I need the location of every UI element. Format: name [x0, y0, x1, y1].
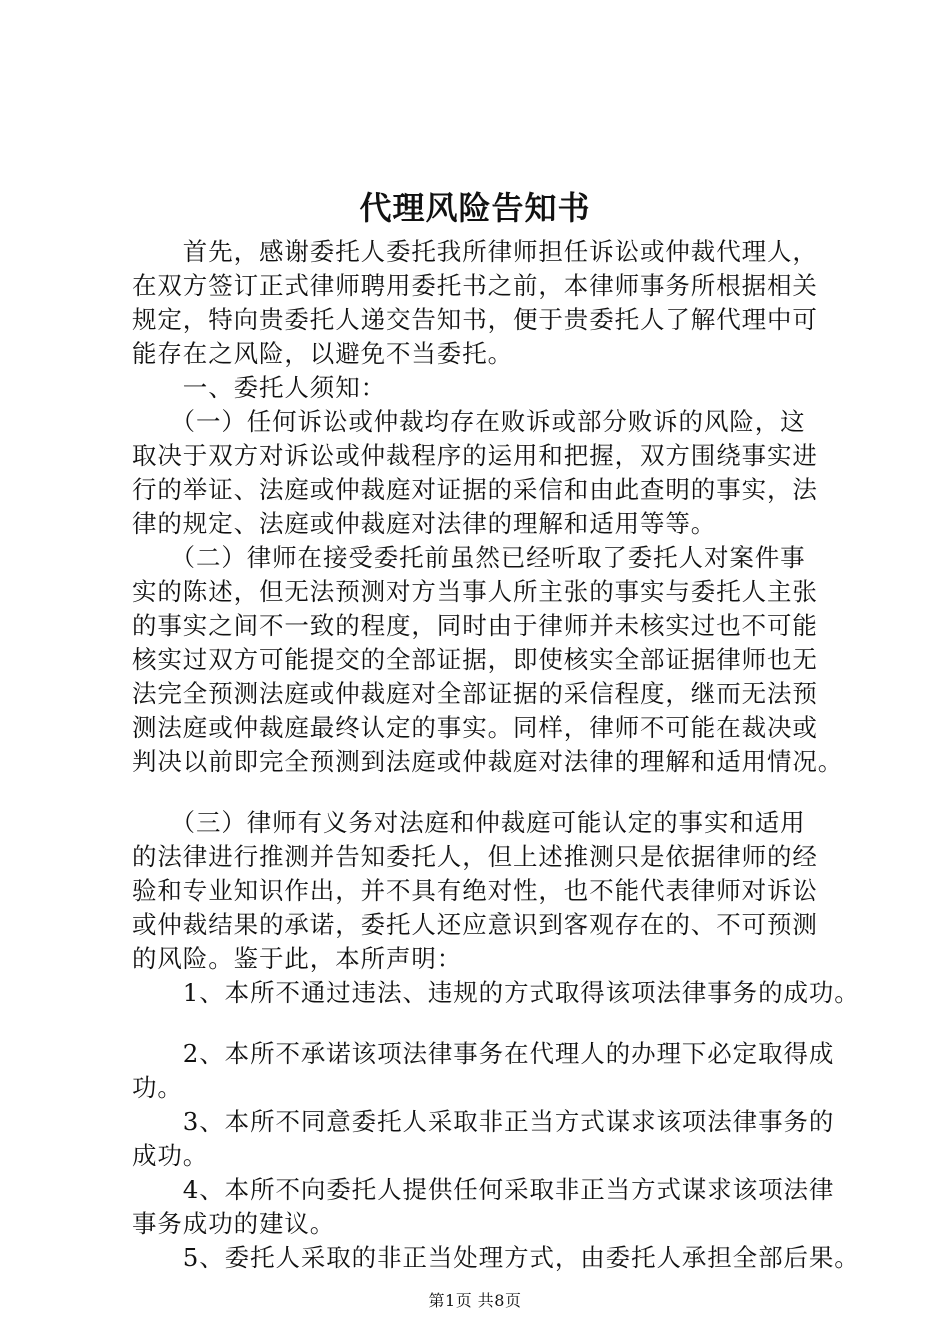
- text-line: 2、本所不承诺该项法律事务在代理人的办理下必定取得成: [132, 1039, 835, 1068]
- text-line: 或仲裁结果的承诺，委托人还应意识到客观存在的、不可预测: [132, 910, 818, 939]
- text-line: 功。: [132, 1073, 183, 1102]
- text-line: 3、本所不同意委托人采取非正当方式谋求该项法律事务的: [132, 1107, 835, 1136]
- text-line: 规定，特向贵委托人递交告知书，便于贵委托人了解代理中可: [132, 305, 818, 334]
- document-title: 代理风险告知书: [359, 189, 591, 227]
- text-line: 测法庭或仲裁庭最终认定的事实。同样，律师不可能在裁决或: [132, 713, 818, 742]
- text-line: 首先，感谢委托人委托我所律师担任诉讼或仲裁代理人，: [132, 237, 818, 266]
- text-line: 能存在之风险，以避免不当委托。: [132, 339, 513, 368]
- text-line: 的事实之间不一致的程度，同时由于律师并未核实过也不可能: [132, 611, 818, 640]
- text-line: 法完全预测法庭或仲裁庭对全部证据的采信程度，继而无法预: [132, 679, 818, 708]
- text-line: 律的规定、法庭或仲裁庭对法律的理解和适用等等。: [132, 509, 717, 538]
- text-line: （一）任何诉讼或仲裁均存在败诉或部分败诉的风险，这: [132, 407, 806, 436]
- text-line: 成功。: [132, 1141, 209, 1170]
- text-line: （二）律师在接受委托前虽然已经听取了委托人对案件事: [132, 543, 806, 572]
- text-line: 取决于双方对诉讼或仲裁程序的运用和把握，双方围绕事实进: [132, 441, 818, 470]
- text-line: 实的陈述，但无法预测对方当事人所主张的事实与委托人主张: [132, 577, 818, 606]
- text-line: （三）律师有义务对法庭和仲裁庭可能认定的事实和适用: [132, 808, 806, 837]
- text-line: 在双方签订正式律师聘用委托书之前，本律师事务所根据相关: [132, 271, 818, 300]
- text-line: 的法律进行推测并告知委托人，但上述推测只是依据律师的经: [132, 842, 818, 871]
- text-line: 1、本所不通过违法、违规的方式取得该项法律事务的成功。: [132, 978, 860, 1007]
- text-line: 行的举证、法庭或仲裁庭对证据的采信和由此查明的事实，法: [132, 475, 818, 504]
- text-line: 5、委托人采取的非正当处理方式，由委托人承担全部后果。: [132, 1243, 860, 1272]
- page-footer: 第1页 共8页: [428, 1291, 522, 1310]
- text-line: 核实过双方可能提交的全部证据，即使核实全部证据律师也无: [132, 645, 818, 674]
- text-line: 事务成功的建议。: [132, 1209, 336, 1238]
- text-line: 判决以前即完全预测到法庭或仲裁庭对法律的理解和适用情况。: [132, 747, 844, 776]
- text-line: 一、委托人须知：: [132, 373, 386, 402]
- text-line: 的风险。鉴于此，本所声明：: [132, 944, 463, 973]
- text-line: 4、本所不向委托人提供任何采取非正当方式谋求该项法律: [132, 1175, 835, 1204]
- text-line: 验和专业知识作出，并不具有绝对性，也不能代表律师对诉讼: [132, 876, 818, 905]
